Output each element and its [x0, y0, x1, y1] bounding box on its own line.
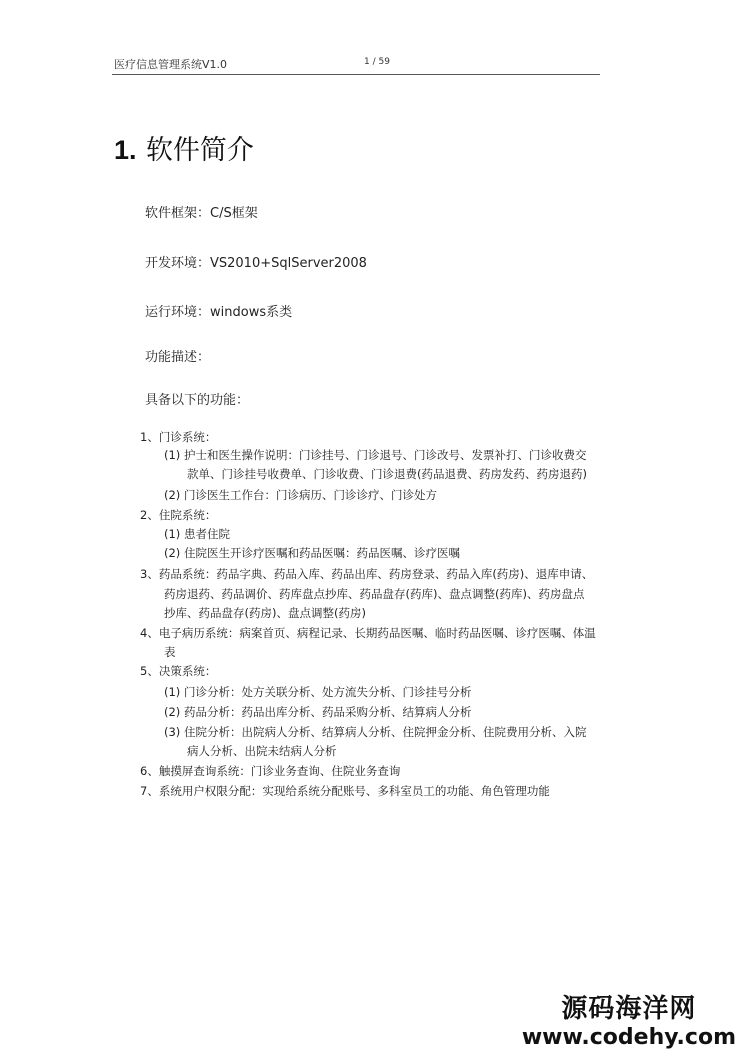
site-watermark — [522, 988, 736, 1050]
list-item: 药房退药、药品调价、药库盘点抄库、药品盘存(药库)、盘点调整(药库)、药房盘点 — [164, 587, 585, 601]
list-item: (2) 住院医生开诊疗医嘱和药品医嘱：药品医嘱、诊疗医嘱 — [164, 546, 460, 560]
intro-features-lead: 具备以下的功能： — [145, 393, 250, 408]
watermark-url: www.codehy.com — [521, 1025, 736, 1050]
list-item: 抄库、药品盘存(药房)、盘点调整(药房) — [164, 606, 366, 620]
list-item: 5、决策系统： — [140, 664, 217, 678]
list-item: 病人分析、出院未结病人分析 — [187, 744, 337, 758]
list-item: 2、住院系统： — [140, 508, 217, 522]
list-item: 4、电子病历系统：病案首页、病程记录、长期药品医嘱、临时药品医嘱、诊疗医嘱、体温 — [140, 626, 596, 640]
section-number: 1. — [114, 135, 137, 165]
list-item: 7、系统用户权限分配：实现给系统分配账号、多科室员工的功能、角色管理功能 — [140, 784, 550, 798]
list-item: 3、药品系统：药品字典、药品入库、药品出库、药房登录、药品入库(药房)、退库申请、 — [140, 567, 594, 581]
list-item: (1) 患者住院 — [164, 527, 230, 541]
list-item: 6、触摸屏查询系统：门诊业务查询、住院业务查询 — [140, 764, 401, 778]
page-header — [112, 54, 600, 75]
list-item: 款单、门诊挂号收费单、门诊收费、门诊退费(药品退费、药房发药、药房退药) — [187, 467, 587, 481]
page-number: 1 / 59 — [364, 57, 390, 67]
intro-dev-env: 开发环境：VS2010+SqlServer2008 — [145, 256, 367, 271]
list-item: (3) 住院分析：出院病人分析、结算病人分析、住院押金分析、住院费用分析、入院 — [164, 725, 587, 739]
section-heading — [114, 128, 254, 167]
list-item: 表 — [164, 645, 176, 659]
list-item: (2) 门诊医生工作台：门诊病历、门诊诊疗、门诊处方 — [164, 488, 437, 502]
watermark-name: 源码海洋网 — [561, 994, 697, 1024]
intro-runtime-env: 运行环境：windows系类 — [145, 305, 293, 320]
document-title: 医疗信息管理系统V1.0 — [114, 58, 228, 71]
intro-function-desc: 功能描述： — [145, 350, 211, 365]
section-title: 软件简介 — [145, 135, 254, 166]
list-item: (1) 门诊分析：处方关联分析、处方流失分析、门诊挂号分析 — [164, 685, 472, 699]
list-item: (2) 药品分析：药品出库分析、药品采购分析、结算病人分析 — [164, 705, 472, 719]
intro-framework: 软件框架：C/S框架 — [145, 206, 258, 221]
list-item: (1) 护士和医生操作说明：门诊挂号、门诊退号、门诊改号、发票补打、门诊收费交 — [164, 448, 587, 462]
list-item: 1、门诊系统： — [140, 430, 217, 444]
